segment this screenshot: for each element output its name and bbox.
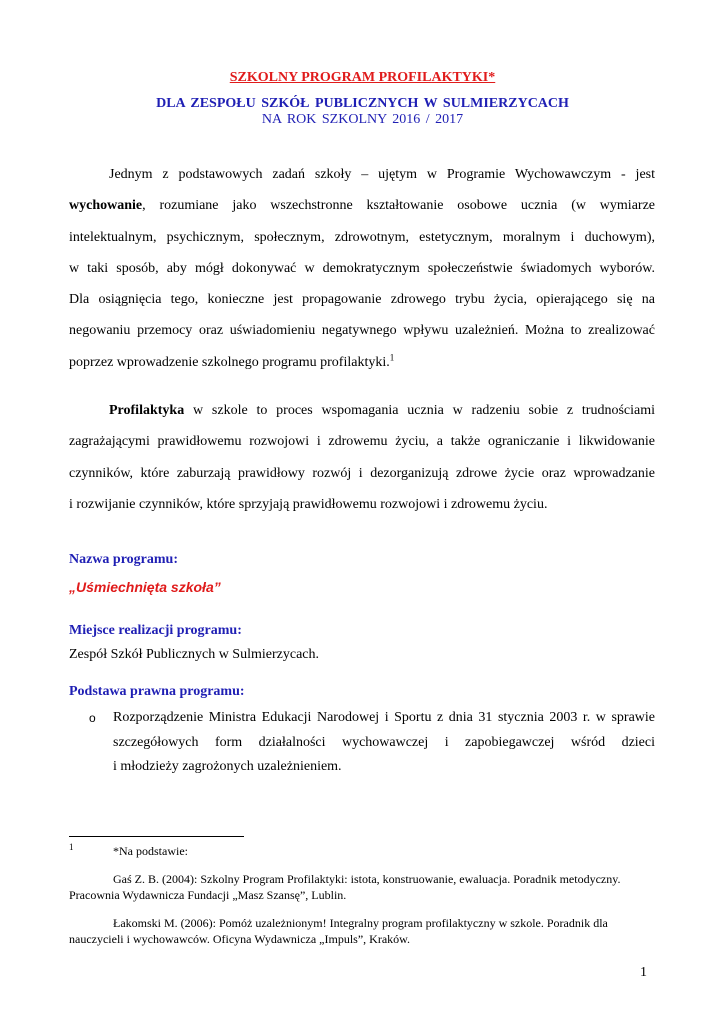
profilaktyka-paragraph [69, 395, 655, 520]
intro-line: negowaniu przemocy oraz uświadomieniu negatywnego wpływu uzależnień. Można to zrealizować [69, 323, 655, 339]
intro-line: Jednym z podstawowych zadań szkoły – ujętym w Programie Wychowawczym - jest [109, 167, 655, 182]
legal-basis-line: szczegółowych form działalności wychowawczej i zapobiegawczej wśród dzieci [113, 734, 655, 750]
location-value: Zespół Szkół Publicznych w Sulmierzycach. [69, 647, 319, 662]
reference-line: Gaś Z. B. (2004): Szkolny Program Profilaktyki: istota, konstruowanie, ewaluacja. Poradnik metodyczny. [113, 872, 621, 886]
profilaktyka-line: i rozwijanie czynników, które sprzyjają prawidłowemu rozwojowi i zdrowemu życiu. [69, 496, 548, 512]
reference-line: nauczycieli i wychowawców. Oficyna Wydawnicza „Impuls”, Kraków. [69, 932, 411, 946]
footnote-reference-entry [69, 915, 655, 947]
profilaktyka-line: zagrażającymi prawidłowemu rozwojowi i zdrowemu życiu, a także ograniczanie i likwidowanie [69, 434, 655, 450]
footnote-number: 1 [69, 842, 74, 852]
legal-basis-line: Rozporządzenie Ministra Edukacji Narodowej i Sportu z dnia 31 stycznia 2003 r. w sprawie [113, 710, 655, 725]
intro-line: w taki sposób, aby mógł dokonywać w demokratycznym społeczeństwie świadomych wyborów. [69, 260, 655, 276]
intro-line [69, 190, 655, 221]
program-name-heading: Nazwa programu: [69, 552, 179, 567]
bold-term-wychowanie: wychowanie [69, 198, 143, 214]
profilaktyka-line: czynników, które zaburzają prawidłowy rozwój i dezorganizują zdrowe życie oraz wprowadzanie [69, 465, 655, 481]
legal-basis-line: i młodzieży zagrożonych uzależnieniem. [113, 759, 342, 774]
legal-basis-item [113, 706, 655, 780]
location-heading: Miejsce realizacji programu: [69, 623, 242, 638]
footnote-divider [69, 836, 244, 837]
intro-line: intelektualnym, psychicznym, społecznym, zdrowotnym, estetycznym, moralnym i duchowym), [69, 229, 655, 245]
footnote-heading: *Na podstawie: [113, 844, 188, 858]
footnote-reference[interactable]: 1 [389, 352, 395, 363]
intro-line-text: poprzez wprowadzenie szkolnego programu profilaktyki. [69, 354, 390, 370]
intro-paragraph [69, 159, 655, 378]
reference-line: Pracownia Wydawnicza Fundacji „Masz Szansę”, Lublin. [69, 888, 347, 902]
program-name-value: „Uśmiechnięta szkoła” [69, 579, 221, 595]
circle-bullet-icon: o [89, 711, 96, 725]
profilaktyka-line [69, 395, 655, 426]
page-number: 1 [640, 965, 647, 980]
document-subtitle: DLA ZESPOŁU SZKÓŁ PUBLICZNYCH W SULMIERZYCACH [156, 96, 569, 111]
footnote-reference-entry [69, 871, 655, 903]
intro-line-rest: , rozumiane jako wszechstronne kształtowanie osobowe ucznia (w wymiarze [142, 198, 655, 214]
school-year: NA ROK SZKOLNY 2016 / 2017 [261, 112, 464, 127]
legal-basis-heading: Podstawa prawna programu: [69, 684, 245, 699]
profilaktyka-line-rest: w szkole to proces wspomagania ucznia w radzeniu sobie z trudnościami [184, 403, 655, 418]
intro-line: Dla osiągnięcia tego, konieczne jest propagowanie zdrowego trybu życia, opierającego się na [69, 292, 655, 308]
bold-term-profilaktyka: Profilaktyka [109, 403, 185, 418]
reference-line: Łakomski M. (2006): Pomóż uzależnionym! Integralny program profilaktyczny w szkole. Poradnik dla [113, 916, 608, 930]
document-title: SZKOLNY PROGRAM PROFILAKTYKI* [229, 70, 496, 85]
intro-line [69, 347, 655, 378]
